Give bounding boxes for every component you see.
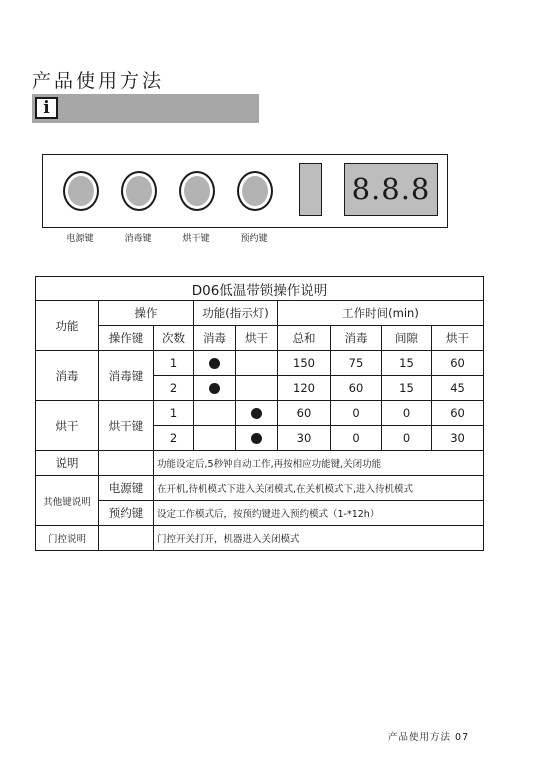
- control-panel-diagram: [42, 154, 448, 228]
- indicator-dot-icon: [251, 433, 262, 444]
- key-cell: 消毒键: [99, 351, 154, 401]
- note-text: 功能设定后,5秒钟自动工作,再按相应功能键,关闭功能: [154, 451, 484, 476]
- function-cell: 烘干: [36, 401, 99, 451]
- dry-indicator-cell: [236, 376, 278, 401]
- door-key-cell: [99, 526, 154, 551]
- header-key: 操作键: [99, 326, 154, 351]
- dry-button-icon: [179, 171, 215, 211]
- table-title: D06低温带锁操作说明: [36, 277, 484, 301]
- other-key-cell: 预约键: [99, 501, 154, 526]
- indicator-dot-icon: [209, 358, 220, 369]
- disinfect-indicator-cell: [194, 376, 236, 401]
- time-disinfect-cell: 0: [331, 401, 382, 426]
- disinfect-button-icon: [121, 171, 157, 211]
- time-dry-cell: 30: [432, 426, 484, 451]
- count-cell: 1: [154, 351, 194, 376]
- header-time-dry: 烘干: [432, 326, 484, 351]
- table-row: [36, 476, 484, 501]
- door-label: 门控说明: [36, 526, 99, 551]
- operation-table: [35, 276, 484, 551]
- other-key-text: 设定工作模式后，按预约键进入预约模式（1-*12h）: [154, 501, 484, 526]
- table-row: [36, 501, 484, 526]
- table-row: [36, 451, 484, 476]
- table-row: [36, 401, 484, 426]
- other-keys-label: 其他键说明: [36, 476, 99, 526]
- header-gap: 间隙: [382, 326, 432, 351]
- power-button-icon: [63, 171, 99, 211]
- header-total: 总和: [278, 326, 331, 351]
- door-text: 门控开关打开，机器进入关闭模式: [154, 526, 484, 551]
- header-operation: 操作: [99, 301, 194, 326]
- disinfect-indicator-cell: [194, 426, 236, 451]
- dry-indicator-cell: [236, 401, 278, 426]
- gap-cell: 15: [382, 376, 432, 401]
- disinfect-button-label: 消毒键: [124, 234, 152, 244]
- schedule-button-label: 预约键: [240, 234, 268, 244]
- function-cell: 消毒: [36, 351, 99, 401]
- total-cell: 120: [278, 376, 331, 401]
- indicator-dot-icon: [209, 383, 220, 394]
- dry-indicator-cell: [236, 426, 278, 451]
- total-cell: 150: [278, 351, 331, 376]
- time-disinfect-cell: 75: [331, 351, 382, 376]
- other-key-text: 在开机,待机模式下进入关闭模式,在关机模式下,进入待机模式: [154, 476, 484, 501]
- header-disinfect: 消毒: [194, 326, 236, 351]
- info-icon: i: [35, 97, 58, 119]
- gap-cell: 0: [382, 426, 432, 451]
- time-disinfect-cell: 60: [331, 376, 382, 401]
- indicator-slot: [299, 163, 322, 216]
- disinfect-indicator-cell: [194, 351, 236, 376]
- time-dry-cell: 60: [432, 351, 484, 376]
- page-footer: 产品使用方法 07: [388, 732, 470, 743]
- digital-display: 8.8.8: [344, 163, 438, 216]
- time-dry-cell: 60: [432, 401, 484, 426]
- table-row: [36, 526, 484, 551]
- gap-cell: 0: [382, 401, 432, 426]
- time-disinfect-cell: 0: [331, 426, 382, 451]
- header-time-disinfect: 消毒: [331, 326, 382, 351]
- power-button-label: 电源键: [66, 234, 94, 244]
- indicator-dot-icon: [251, 408, 262, 419]
- count-cell: 2: [154, 426, 194, 451]
- disinfect-indicator-cell: [194, 401, 236, 426]
- count-cell: 2: [154, 376, 194, 401]
- header-work-time: 工作时间(min): [278, 301, 484, 326]
- table-row: [36, 351, 484, 376]
- header-indicator: 功能(指示灯): [194, 301, 278, 326]
- header-function: 功能: [36, 301, 99, 351]
- note-key-cell: [99, 451, 154, 476]
- total-cell: 60: [278, 401, 331, 426]
- time-dry-cell: 45: [432, 376, 484, 401]
- page-title: 产品使用方法: [32, 70, 165, 92]
- header-count: 次数: [154, 326, 194, 351]
- count-cell: 1: [154, 401, 194, 426]
- total-cell: 30: [278, 426, 331, 451]
- schedule-button-icon: [237, 171, 273, 211]
- dry-indicator-cell: [236, 351, 278, 376]
- note-label: 说明: [36, 451, 99, 476]
- key-cell: 烘干键: [99, 401, 154, 451]
- gap-cell: 15: [382, 351, 432, 376]
- dry-button-label: 烘干键: [182, 234, 210, 244]
- info-banner: [32, 94, 259, 123]
- other-key-cell: 电源键: [99, 476, 154, 501]
- header-dry: 烘干: [236, 326, 278, 351]
